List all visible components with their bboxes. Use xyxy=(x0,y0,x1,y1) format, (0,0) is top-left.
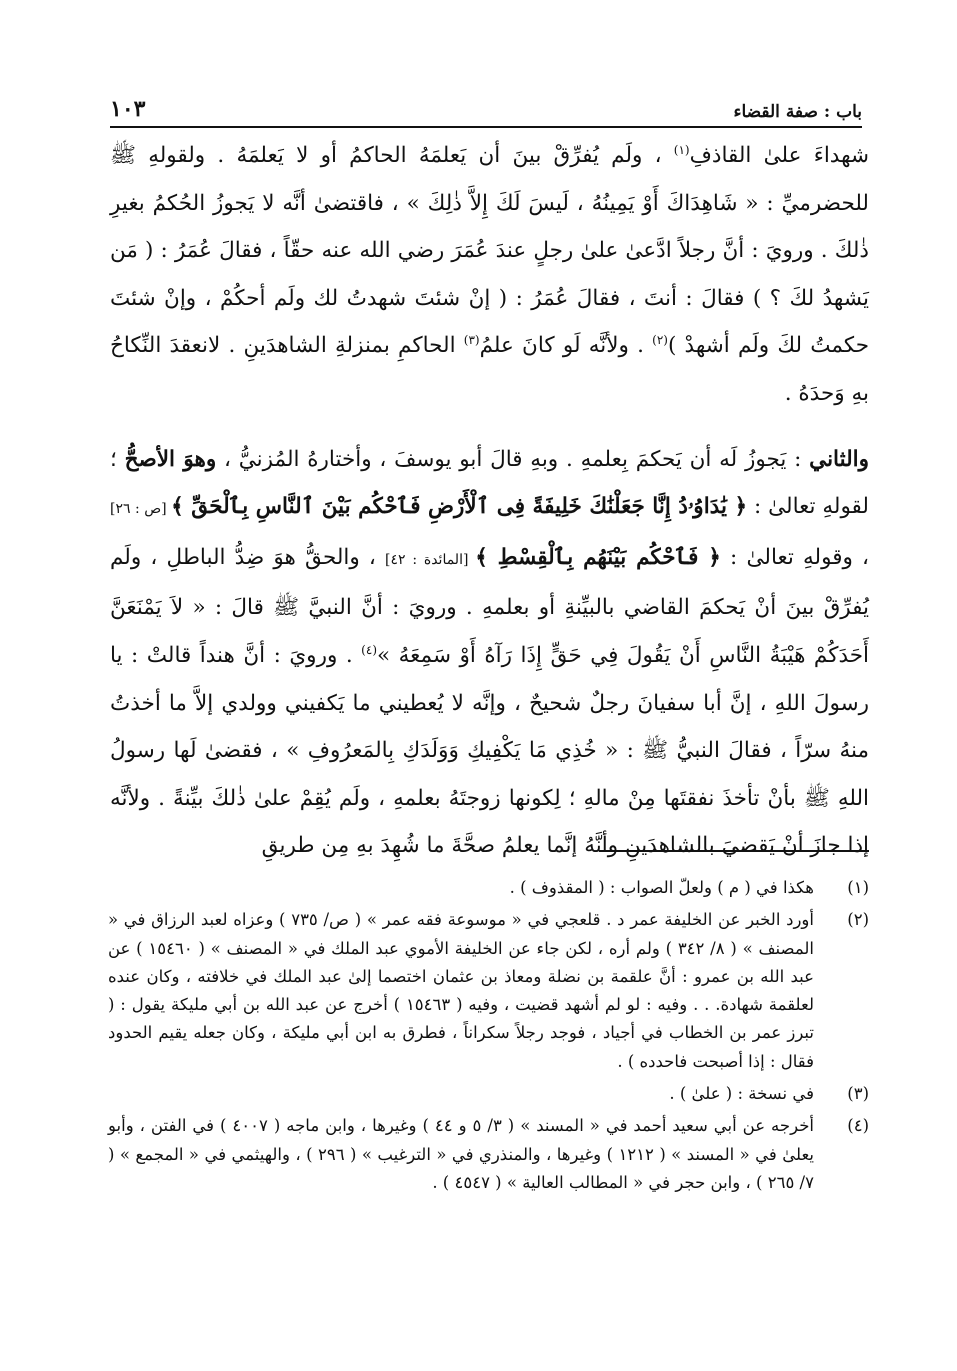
footnote-text: في نسخة : ( علىٰ ) . xyxy=(669,1084,814,1104)
footnote-ref-3[interactable]: (٣) xyxy=(463,333,480,348)
text-run: ، وقولهِ تعالىٰ : xyxy=(720,544,869,570)
text-run: ، والحقُّ هوَ ضِدُّ الباطلِ ، ولَم يُفرِّقْ بينَ أنْ يَحكمَ القاضي بالبيِّنةِ أو بعلمهِ . ورويَ : أنَّ النبيَّ ﷺ قالَ : « لاَ يَمْنَعَنَّ أَحَدَكُمْ هَيْبَةُ النَّاسِ أَنْ يَقُولَ فِي حَقٍّ إِذَا رَآهُ أَوْ سَمِعَهُ » xyxy=(110,544,870,668)
text-run: ؛ لقولهِ تعالىٰ : xyxy=(110,446,869,520)
verse-reference-1: [ص : ٢٦] xyxy=(110,501,172,518)
footnote-1 xyxy=(108,874,869,902)
footnote-number: (٣) xyxy=(847,1084,869,1104)
page-header xyxy=(110,82,862,128)
footnotes xyxy=(108,874,869,1201)
preferred-opinion: وهوَ الأصحُّ xyxy=(124,446,217,472)
text-run: شهداءَ علىٰ القاذفِ xyxy=(689,143,869,168)
quran-verse-2: ﴿ فَٱحْكُم بَيْنَهُم بِٱلْقِسْطِ ﴾ xyxy=(475,544,721,570)
paragraph-lead: والثاني xyxy=(809,446,870,472)
text-run: : يَجوزُ لَه أن يَحكمَ بِعلمهِ . وبهِ قالَ أبو يوسفَ ، وأختارهُ المُزنيُّ ، xyxy=(216,446,810,472)
footnote-ref-1[interactable]: (١) xyxy=(673,142,690,157)
footnote-2 xyxy=(108,906,869,1076)
text-run: . ورويَ : أنَّ هنداً قالتْ : يا رسولَ اللهِ ، إنَّ أبا سفيانَ رجلٌ شحيحٌ ، وإنَّه لا يُعطيني ما يَكفيني وولدي إلاَّ ما أخذتُ منهُ سرّاً ، فقالَ النبيُّ ﷺ : « خُذِي مَا يَكْفِيكِ وَوَلَدَكِ بِالمَعرُوفِ » ، فقضىٰ لَها رسولُ اللهِ ﷺ بأنْ تأخذَ نفقتَها مِنْ مالهِ ؛ لِكونها زوجتَهُ بعلمهِ ، ولَم يُقِمْ علىٰ ذٰلكَ بيِّنةً . ولأنَّه إذا جازَ أنْ يَقضيَ بالشاهدَينِ وأنَّهُ إنَّما يعلمُ صحَّةَ ما شُهِدَ بهِ مِن طريقِ xyxy=(110,642,869,859)
main-text xyxy=(110,132,869,870)
footnote-text: أورد الخبر عن الخليفة عمر د . قلعجي في « موسوعة فقه عمر » ( ص/ ٧٣٥ ) وعزاه لعبد الرزاق في « المصنف » ( ٨/ ٣٤٢ ) ولم أره ، لكن جاء عن الخليفة الأموي عبد الملك في « المصنف » ( ١٥٤٦٠ ) عن عبد الله بن عمرو : أنَّ علقمة بن نضلة ومعاذ بن عثمان اختصما إلىٰ عبد الملك في خلافته ، وكان عنده لعلقمة شهادة. . . وفيه : لو لم أشهد قضيت ، وفيه ( ١٥٤٦٣ ) أخرج عن عبد الله بن أبي مليكة يقول : ( تبرز عمر بن الخطاب في أجياد ، فوجد رجلاً سكراناً ، فطرق به ابن أبي مليكة ، وكان جعله يقيم الحدود فقال : إذا أصبحت فاحدده ) . xyxy=(108,910,814,1071)
footnote-separator xyxy=(599,850,869,852)
paragraph-1 xyxy=(110,132,869,418)
page-number: ١٠٣ xyxy=(110,96,146,122)
quran-verse-1: ﴿ يَٰدَاوُۥدُ إِنَّا جَعَلْنَٰكَ خَلِيفَةً فِى ٱلْأَرْضِ فَٱحْكُم بَيْنَ ٱلنَّاسِ بِٱلْحَقِّ ﴾ xyxy=(171,494,748,520)
footnote-number: (٤) xyxy=(847,1116,869,1136)
footnote-ref-4[interactable]: (٤) xyxy=(361,642,377,657)
text-run: . ولأنَّه لَو كانَ علمُ xyxy=(479,333,653,359)
text-run: الحاكمِ بمنزلةِ الشاهدَينِ . لانعقدَ النِّكاحُ بهِ وَحدَهُ . xyxy=(110,333,869,406)
verse-reference-2: [المائدة : ٤٢] xyxy=(385,551,476,568)
running-title: باب : صفة القضاء xyxy=(733,102,862,122)
footnote-number: (٢) xyxy=(847,910,869,930)
footnote-text: أخرجه عن أبي سعيد أحمد في « المسند » ( ٣/ ٥ و ٤٤ ) وغيرها ، وابن ماجه ( ٤٠٠٧ ) في الفتن ، وأبو يعلىٰ في « المسند » ( ١٢١٢ ) وغيرها ، والمنذري في « الترغيب » ( ٢٩٦ ) ، والهيثمي في « المجمع » ( ٧/ ٢٦٥ ) ، وابن حجر في « المطالب العالية » ( ٤٥٤٧ ) . xyxy=(108,1116,814,1192)
footnote-4 xyxy=(108,1112,869,1197)
footnote-ref-2[interactable]: (٢) xyxy=(652,333,668,348)
footnote-3 xyxy=(108,1080,869,1108)
paragraph-2 xyxy=(110,436,869,870)
footnote-number: (١) xyxy=(847,878,869,897)
footnote-text: هكذا في ( م ) ولعلّ الصواب : ( المقذوف ) . xyxy=(509,878,814,897)
text-run: ، ولَم يُفرِّقْ بينَ أن يَعلمَهُ الحاكمُ أو لا يَعلمَهُ . ولقولهِ ﷺ للحضرميِّ : « شَاهِدَاكَ أَوْ يَمِينُهُ ، لَيسَ لَكَ إِلاَّ ذٰلِكَ » ، فاقتضىٰ أنَّه لا يَجوزُ الحُكمُ بغيرِ ذٰلكَ . ورويَ : أنَّ رجلاً ادَّعىٰ علىٰ رجلٍ عندَ عُمَرَ رضي الله عنه حقّاً ، فقالَ عُمَرُ : ( مَن يَشهدُ لكَ ؟ ) فقالَ : أنتَ ، فقالَ عُمَرُ : ( إنْ شئتَ شهدتُ لك ولَم أحكُمْ ، وإنْ شئتَ حكمتُ لكَ ولَم أشهدْ ) xyxy=(110,143,869,359)
